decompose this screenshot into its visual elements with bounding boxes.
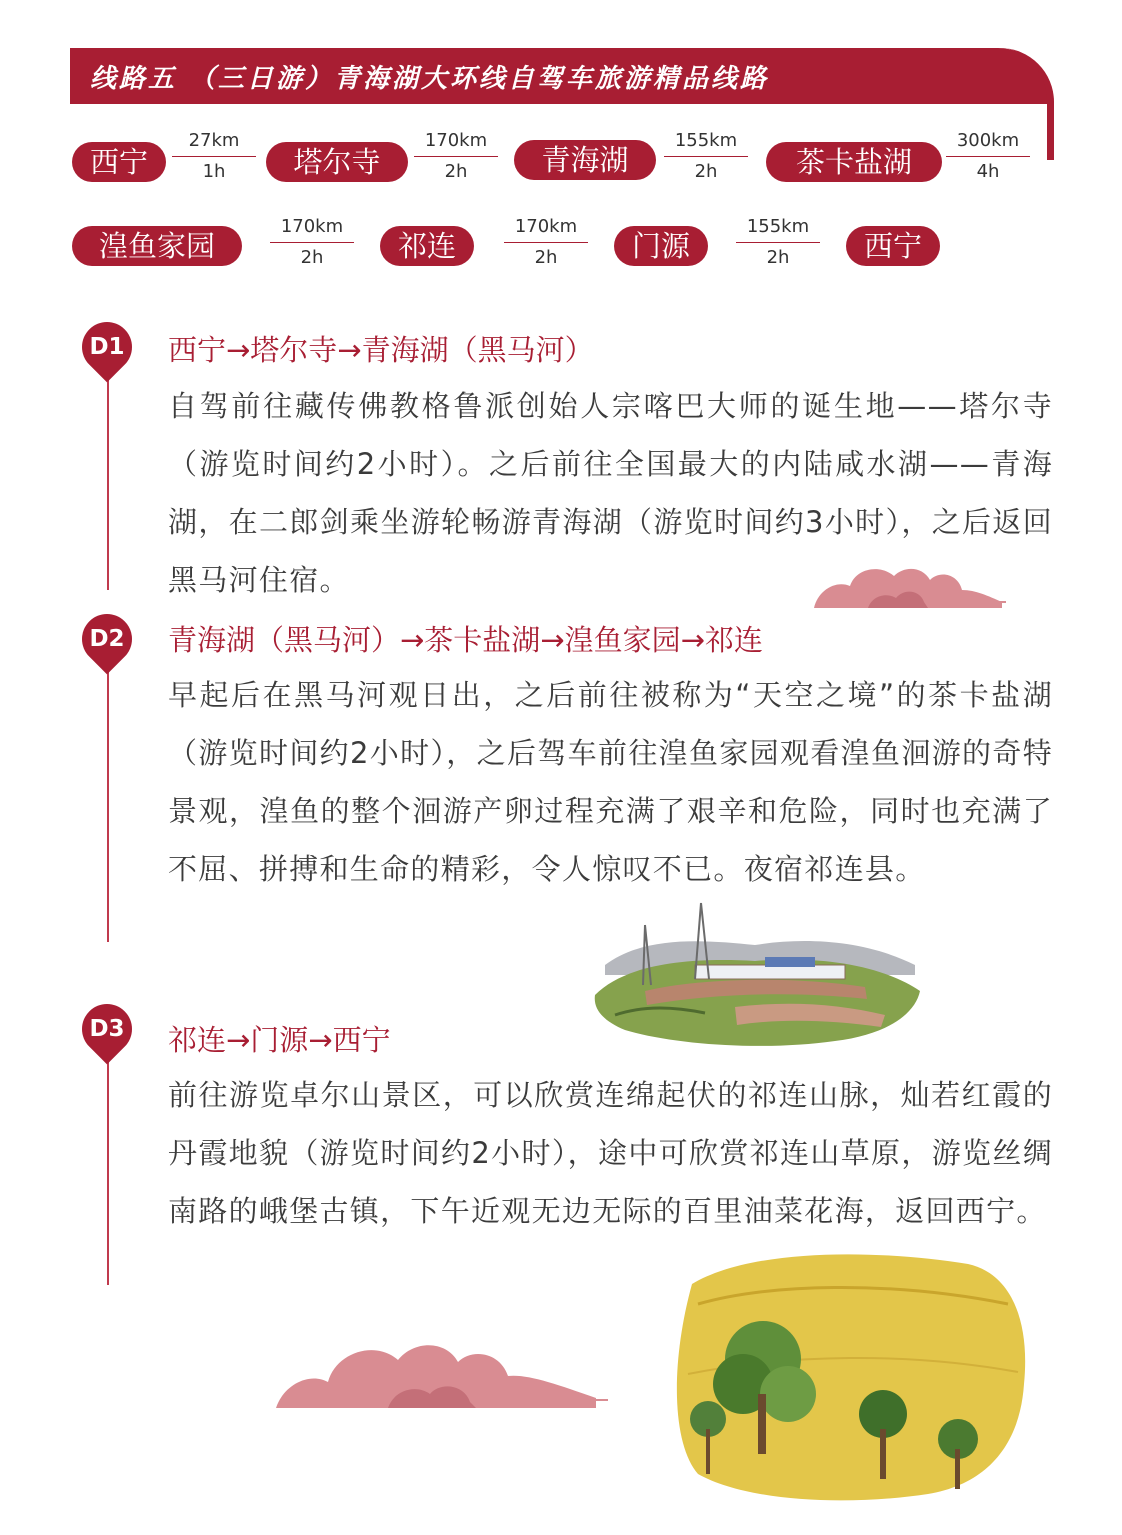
route-stop: 祁连: [380, 226, 474, 266]
route-segment: [946, 130, 1030, 183]
segment-time: 2h: [694, 161, 718, 182]
segment-distance: 27km: [188, 130, 240, 151]
segment-distance: 170km: [280, 216, 344, 237]
day-description: 早起后在黑马河观日出，之后前往被称为“天空之境”的茶卡盐湖（游览时间约2小时），之后驾车前往湟鱼家园观看湟鱼洄游的奇特景观，湟鱼的整个洄游产卵过程充满了艰辛和危险，同时也充满了不屈、拼搏和生命的精彩，令人惊叹不已。夜宿祁连县。: [168, 678, 1053, 886]
timeline-line: [107, 660, 109, 942]
hilltop-fort-illustration: [585, 895, 930, 1055]
route-stop: 塔尔寺: [266, 142, 408, 182]
timeline-line: [107, 1050, 109, 1285]
route-segment: [414, 130, 498, 183]
route-stop: 西宁: [72, 142, 166, 182]
day-description: 自驾前往藏传佛教格鲁派创始人宗喀巴大师的诞生地——塔尔寺（游览时间约2小时）。之后前往全国最大的内陆咸水湖——青海湖，在二郎剑乘坐游轮畅游青海湖（游览时间约3小时），之后返回黑马河住宿。: [168, 389, 1053, 597]
route-stop: 西宁: [846, 226, 940, 266]
segment-distance: 155km: [674, 130, 738, 151]
segment-time: 2h: [766, 247, 790, 268]
route-stop: 茶卡盐湖: [766, 142, 942, 182]
day-description: 前往游览卓尔山景区，可以欣赏连绵起伏的祁连山脉，灿若红霞的丹霞地貌（游览时间约2小时），途中可欣赏祁连山草原，游览丝绸南路的峨堡古镇，下午近观无边无际的百里油菜花海，返回西宁。: [168, 1078, 1053, 1228]
segment-distance: 155km: [746, 216, 810, 237]
route-segment: [504, 216, 588, 269]
day-badge: D2: [89, 626, 125, 652]
day-title: 青海湖（黑马河）→茶卡盐湖→湟鱼家园→祁连: [168, 623, 763, 657]
segment-distance: 170km: [424, 130, 488, 151]
cloud-illustration: [808, 560, 1008, 610]
route-stop: 门源: [614, 226, 708, 266]
day-badge: D1: [89, 334, 125, 360]
day-title: 西宁→塔尔寺→青海湖（黑马河）: [168, 333, 594, 367]
segment-time: 2h: [534, 247, 558, 268]
route-stop: 青海湖: [514, 140, 656, 180]
day-title: 祁连→门源→西宁: [168, 1023, 391, 1057]
rapeseed-field-illustration: [668, 1244, 1030, 1506]
segment-time: 2h: [444, 161, 468, 182]
timeline-line: [107, 370, 109, 590]
segment-time: 1h: [202, 161, 226, 182]
segment-distance: 300km: [956, 130, 1020, 151]
route-segment: [736, 216, 820, 269]
segment-time: 4h: [976, 161, 1000, 182]
segment-distance: 170km: [514, 216, 578, 237]
route-segment: [270, 216, 354, 269]
route-segment: [664, 130, 748, 183]
day-badge: D3: [89, 1016, 125, 1042]
route-stop: 湟鱼家园: [72, 226, 242, 266]
page-title: 线路五 （三日游）青海湖大环线自驾车旅游精品线路: [90, 64, 770, 94]
segment-time: 2h: [300, 247, 324, 268]
route-segment: [172, 130, 256, 183]
cloud-illustration: [266, 1332, 611, 1412]
